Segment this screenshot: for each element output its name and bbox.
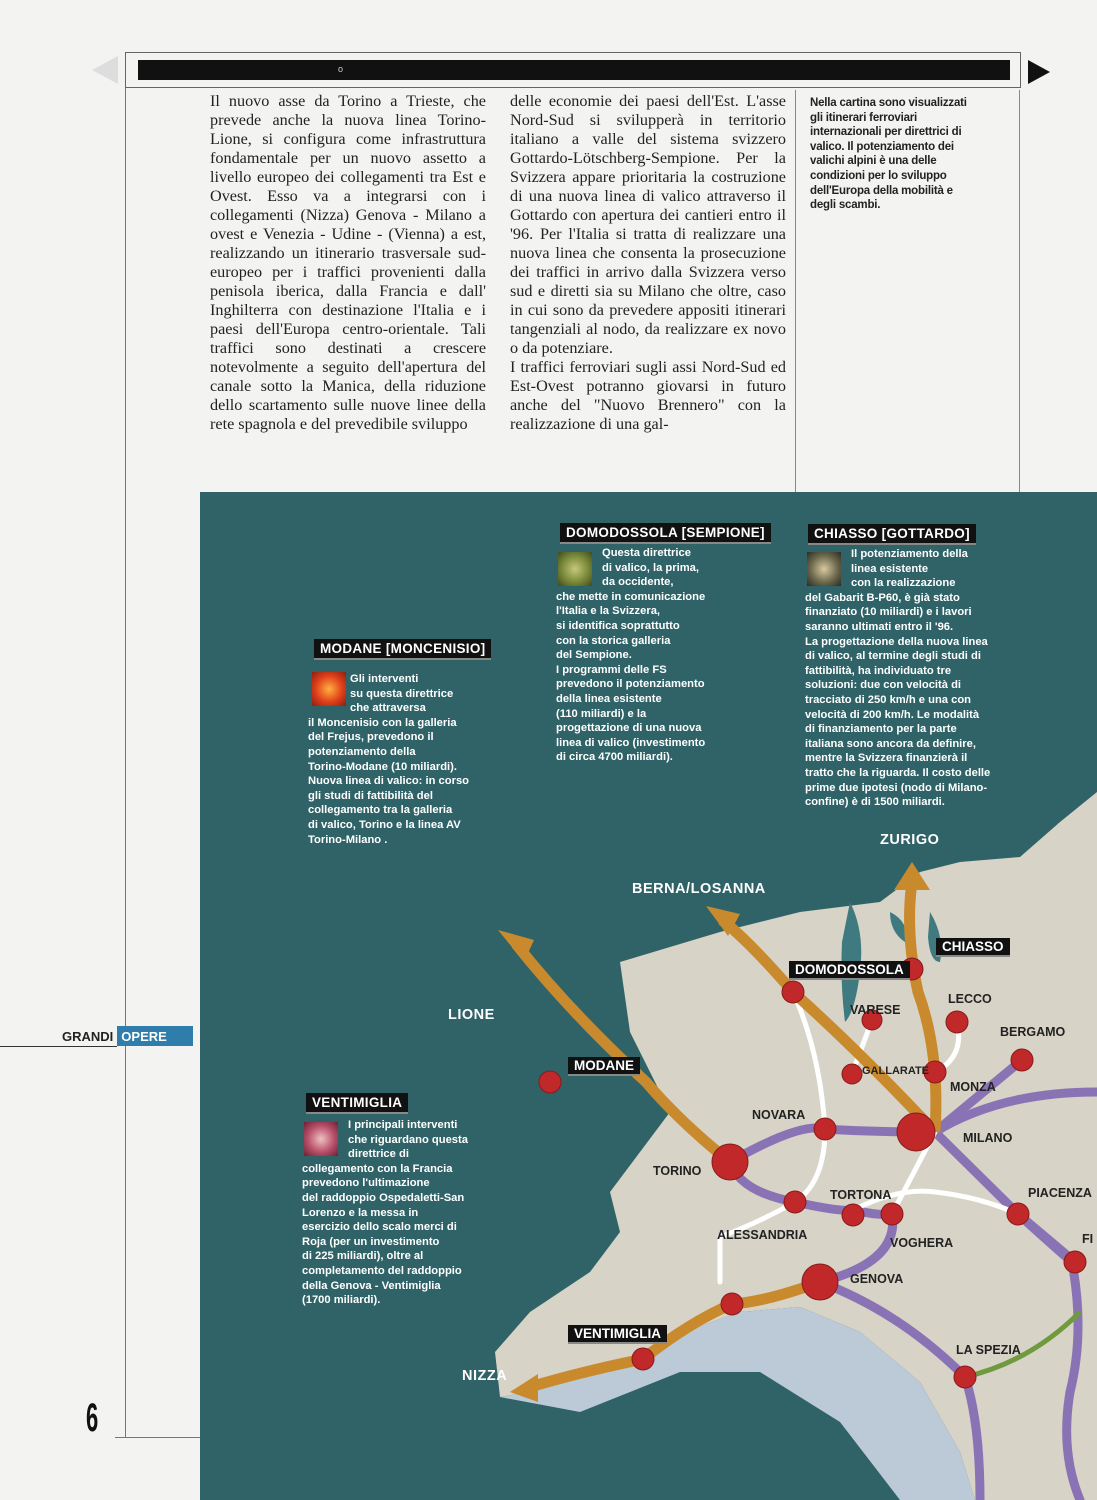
chiasso-line: tracciato di 250 km/h e una con	[805, 693, 972, 706]
domodossola-line: di valico, la prima,	[602, 561, 699, 574]
ventimiglia-line: Roja (per un investimento	[302, 1235, 440, 1248]
city-fi: FI	[1082, 1232, 1094, 1246]
city-varese: VARESE	[850, 1003, 901, 1017]
ventimiglia-line: completamento del raddoppio	[302, 1264, 462, 1277]
city-tortona: TORTONA	[830, 1188, 892, 1202]
point-ventimiglia: VENTIMIGLIA	[568, 1325, 667, 1344]
prev-page-arrow-icon	[92, 56, 118, 84]
domodossola-line: con la storica galleria	[556, 634, 671, 647]
node-torino	[712, 1144, 748, 1180]
node-la-spezia	[954, 1366, 976, 1388]
article-column-2-paragraph-1: delle economie dei paesi dell'Est. L'asse Nord-Sud si svilupperà in territorio italiano a valle del sistema svizzero Gottardo-Lötschberg-Sempione. Per la Svizzera appare prioritaria la costruzione di una nuova linea di valico attraverso il Gottardo con apertura dei cantieri entro il '96. Per l'Italia si tratta di realizzare una nuova linea che consenta la prosecuzione dei traffici in arrivo dalla Svizzera verso sud e diretti sia su Milano che oltre, caso in cui sono da prevedere appositi itinerari tangenziali al nodo, da realizzare ex novo o da potenziare.	[510, 92, 786, 357]
node-ventimiglia	[632, 1348, 654, 1370]
city-la-spezia: LA SPEZIA	[956, 1343, 1021, 1357]
node-gallarate	[842, 1064, 862, 1084]
node-voghera	[881, 1203, 903, 1225]
dest-berna: BERNA/LOSANNA	[632, 881, 766, 897]
dest-lione: LIONE	[448, 1007, 495, 1023]
city-novara: NOVARA	[752, 1108, 806, 1122]
modane-line: Nuova linea di valico: in corso	[308, 775, 470, 788]
domodossola-line: del Sempione.	[556, 649, 632, 662]
chiasso-line: La progettazione della nuova linea	[805, 635, 988, 648]
node-domodossola	[782, 981, 804, 1003]
node-bergamo	[1011, 1049, 1033, 1071]
chiasso-line: tratto che la riguarda. Il costo delle	[805, 766, 991, 779]
section-label	[0, 1026, 193, 1047]
chiasso-line: Il potenziamento della	[851, 548, 968, 560]
ventimiglia-line: del raddoppio Ospedaletti-San	[302, 1191, 465, 1204]
ventimiglia-line: che riguardano questa	[348, 1133, 468, 1146]
railway-map	[200, 492, 1097, 1500]
chiasso-line: velocità di 200 km/h. Le modalità	[805, 708, 980, 721]
ventimiglia-box-title: VENTIMIGLIA	[306, 1093, 408, 1114]
node-alessandria	[784, 1191, 806, 1213]
city-lecco: LECCO	[948, 992, 992, 1006]
point-chiasso: CHIASSO	[936, 938, 1010, 957]
ventimiglia-line: (1700 miliardi).	[302, 1294, 381, 1307]
domodossola-box-text	[556, 546, 746, 765]
node-modane	[539, 1071, 561, 1093]
domodossola-line: progettazione di una nuova	[556, 722, 702, 735]
domodossola-box-title: DOMODOSSOLA [SEMPIONE]	[560, 523, 771, 544]
city-alessandria: ALESSANDRIA	[717, 1228, 808, 1242]
modane-line: Torino-Milano .	[308, 833, 388, 846]
chiasso-line: prime due ipotesi (nodo di Milano-	[805, 781, 988, 794]
header-bar	[138, 60, 1010, 80]
modane-line: collegamento tra la galleria	[308, 804, 453, 817]
city-gallarate: GALLARATE	[862, 1065, 930, 1077]
dest-nizza: NIZZA	[462, 1368, 508, 1384]
ventimiglia-line: di 225 miliardi), oltre al	[302, 1250, 424, 1263]
next-page-arrow-icon	[1028, 60, 1050, 84]
dest-zurigo: ZURIGO	[880, 832, 940, 848]
chiasso-line: confine) è di 1500 miliardi.	[805, 796, 945, 809]
article-column-1: Il nuovo asse da Torino a Trieste, che prevede anche la nuova linea Torino-Lione, si configura come infrastruttura fondamentale per un nuovo assetto a livello europeo dei collegamenti tra Est e Ovest. Esso va a integrarsi con i collegamenti (Nizza) Genova - Milano a ovest e Venezia - Udine - (Vienna) a est, realizzando un itinerario trasversale sud-europeo per i traffici provenienti dalla penisola iberica, dalla Francia e dall' Inghilterra con destinazione l'Italia e i paesi dell'Europa centro-orientale. Tali traffici sono destinati a crescere notevolmente a seguito dell'apertura del canale sotto la Manica, della riduzione dello scartamento sulle nuove linee della rete spagnola e del prevedibile sviluppo	[210, 92, 486, 433]
chiasso-line: con la realizzazione	[851, 577, 956, 590]
city-bergamo: BERGAMO	[1000, 1025, 1066, 1039]
modane-line: Torino-Modane (10 miliardi).	[308, 760, 457, 773]
chiasso-line: mentre la Svizzera finanzierà il	[805, 752, 968, 765]
modane-line: il Moncenisio con la galleria	[308, 716, 457, 729]
modane-line: potenziamento della	[308, 745, 416, 758]
city-voghera: VOGHERA	[890, 1236, 954, 1250]
chiasso-line: soluzioni: due con velocità di	[805, 679, 962, 692]
domodossola-line: della linea esistente	[556, 692, 662, 705]
chiasso-line: di valico, al termine degli studi di	[805, 650, 981, 663]
chiasso-line: linea esistente	[851, 562, 929, 575]
ventimiglia-line: prevedono l'ultimazione	[302, 1177, 430, 1190]
node-novara	[814, 1118, 836, 1140]
modane-line: di valico, Torino e la linea AV	[308, 818, 461, 831]
ventimiglia-line: della Genova - Ventimiglia	[302, 1279, 441, 1292]
node-tortona	[842, 1204, 864, 1226]
modane-line: che attraversa	[350, 702, 426, 715]
modane-line: su questa direttrice	[350, 687, 454, 700]
frame-line	[125, 88, 126, 1438]
node-liguria	[721, 1293, 743, 1315]
article-column-2-paragraph-2: I traffici ferroviari sugli assi Nord-Sud ed Est-Ovest potranno giovarsi in futuro anche del "Nuovo Brennero" con la realizzazione di una gal-	[510, 358, 786, 433]
ventimiglia-line: esercizio dello scalo merci di	[302, 1221, 457, 1234]
section-label-opere: OPERE	[117, 1026, 193, 1046]
domodossola-line: si identifica soprattutto	[556, 619, 680, 632]
domodossola-line: (110 miliardi) e la	[556, 707, 647, 720]
modane-box-text	[308, 672, 488, 847]
domodossola-line: I programmi delle FS	[556, 663, 667, 676]
chiasso-line: di finanziamento per la parte	[805, 723, 957, 736]
domodossola-line: da occidente,	[602, 576, 674, 589]
node-fi	[1064, 1251, 1086, 1273]
column-divider-right	[1019, 90, 1020, 492]
chiasso-box-title: CHIASSO [GOTTARDO]	[808, 524, 976, 545]
city-torino: TORINO	[653, 1164, 702, 1178]
chiasso-line: saranno ultimati entro il '96.	[805, 620, 954, 633]
chiasso-line: finanziato (10 miliardi) e i lavori	[805, 606, 972, 619]
ventimiglia-box-text	[302, 1118, 492, 1308]
modane-line: gli studi di fattibilità del	[308, 789, 433, 802]
section-label-grandi: GRANDI	[0, 1026, 117, 1047]
point-domodossola: DOMODOSSOLA	[789, 961, 910, 980]
domodossola-line: di circa 4700 miliardi).	[556, 751, 673, 764]
domodossola-line: Questa direttrice	[602, 547, 691, 559]
ventimiglia-line: direttrice di	[348, 1148, 409, 1161]
city-milano: MILANO	[963, 1131, 1013, 1145]
chiasso-line: del Gabarit B-P60, è già stato	[805, 591, 960, 604]
ventimiglia-line: Lorenzo e la messa in	[302, 1206, 419, 1219]
city-piacenza: PIACENZA	[1028, 1186, 1092, 1200]
node-lecco	[946, 1011, 968, 1033]
map-caption: Nella cartina sono visualizzati gli itinerari ferroviari internazionali per direttrici di valico. Il potenziamento dei valichi alpini è una delle condizioni per lo sviluppo dell'Europa della mobilità e degli scambi.	[810, 97, 967, 212]
header-bullet: o	[338, 64, 344, 74]
domodossola-line: linea di valico (investimento	[556, 736, 706, 749]
article-column-2	[510, 92, 786, 434]
chiasso-line: italiana sono ancora da definire,	[805, 737, 976, 750]
chiasso-line: fattibilità, ha individuato tre	[805, 664, 952, 677]
node-genova	[802, 1264, 838, 1300]
ventimiglia-line: I principali interventi	[348, 1119, 458, 1131]
frame-line-bottom	[115, 1437, 205, 1438]
chiasso-box-text	[805, 547, 1015, 810]
point-modane: MODANE	[568, 1057, 640, 1076]
city-genova: GENOVA	[850, 1272, 904, 1286]
modane-line: del Frejus, prevedono il	[308, 731, 434, 744]
domodossola-line: prevedono il potenziamento	[556, 678, 705, 691]
column-divider	[795, 90, 796, 492]
domodossola-line: che mette in comunicazione	[556, 590, 706, 603]
modane-box-title: MODANE [MONCENISIO]	[314, 639, 491, 660]
node-milano	[897, 1113, 935, 1151]
ventimiglia-line: collegamento con la Francia	[302, 1162, 453, 1175]
city-monza: MONZA	[950, 1080, 996, 1094]
node-piacenza	[1007, 1203, 1029, 1225]
page-number: 6	[86, 1396, 99, 1440]
domodossola-line: l'Italia e la Svizzera,	[556, 605, 661, 618]
modane-line: Gli interventi	[350, 673, 419, 685]
